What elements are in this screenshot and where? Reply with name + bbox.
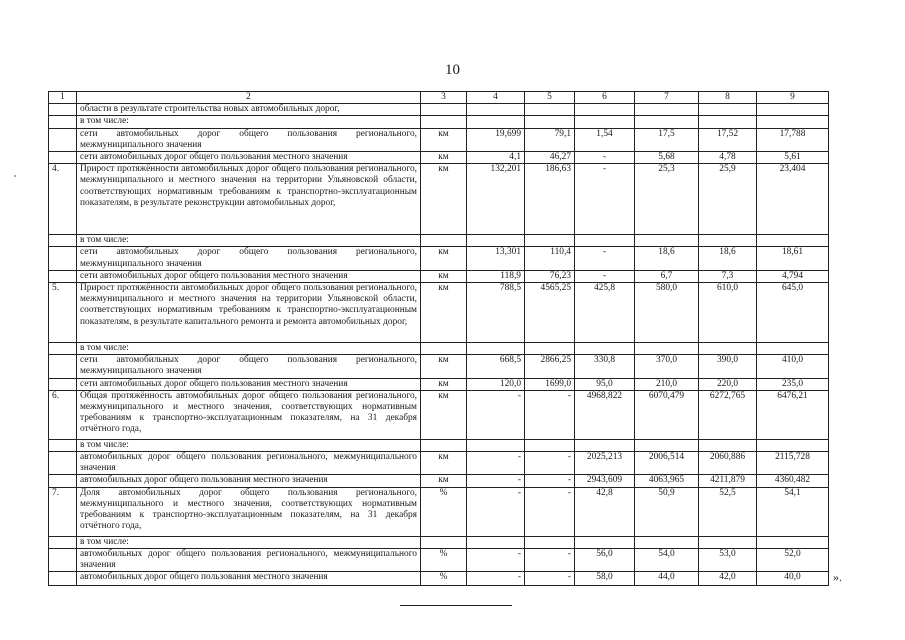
value-cell-6: 56,0 <box>575 548 635 571</box>
value-cell-5: 4565,25 <box>525 283 575 343</box>
value-cell-8: 2060,886 <box>699 452 757 475</box>
value-cell-4 <box>467 104 525 116</box>
value-cell-6: 425,8 <box>575 283 635 343</box>
table-row <box>49 536 829 548</box>
value-cell-5 <box>525 343 575 355</box>
unit-cell: % <box>421 548 467 571</box>
value-cell-7 <box>635 116 699 128</box>
value-cell-9: 40,0 <box>757 572 829 586</box>
value-cell-4: 120,0 <box>467 378 525 390</box>
value-cell-4: - <box>467 390 525 439</box>
row-number-cell: 7. <box>49 487 77 536</box>
value-cell-4: 132,201 <box>467 164 525 235</box>
row-description-cell: Общая протяжённость автомобильных дорог общего пользования регионального, межмуниципального и местного значения, соответствующих нормативным требованиям к транспортно-эксплуатационным показателям, на 31 декабря отчётного года, <box>77 390 421 439</box>
value-cell-5 <box>525 116 575 128</box>
value-cell-7: 17,5 <box>635 128 699 151</box>
value-cell-6: - <box>575 152 635 164</box>
value-cell-7 <box>635 536 699 548</box>
value-cell-5: 2866,25 <box>525 355 575 378</box>
unit-cell: км <box>421 378 467 390</box>
row-number-cell <box>49 128 77 151</box>
row-number-cell <box>49 104 77 116</box>
value-cell-7: 6070,479 <box>635 390 699 439</box>
row-number-cell <box>49 475 77 487</box>
unit-cell: км <box>421 164 467 235</box>
value-cell-7: 44,0 <box>635 572 699 586</box>
row-number-cell <box>49 572 77 586</box>
unit-cell: км <box>421 152 467 164</box>
row-description-cell: Прирост протяжённости автомобильных дорог общего пользования регионального, межмуниципального и местного значения на территории Ульяновской области, соответствующих нормативным требованиям к транспортно-эксплуатационным показателям, в результате капитального ремонта и ремонта автомобильных дорог, <box>77 283 421 343</box>
table-row <box>49 104 829 116</box>
value-cell-6 <box>575 116 635 128</box>
value-cell-4 <box>467 116 525 128</box>
value-cell-7 <box>635 104 699 116</box>
value-cell-4 <box>467 439 525 451</box>
value-cell-7: 580,0 <box>635 283 699 343</box>
row-number-cell: 4. <box>49 164 77 235</box>
row-number-cell <box>49 536 77 548</box>
unit-cell: км <box>421 283 467 343</box>
value-cell-9: 23,404 <box>757 164 829 235</box>
table-row <box>49 164 829 235</box>
table-row <box>49 572 829 586</box>
row-number-cell <box>49 343 77 355</box>
value-cell-8: 7,3 <box>699 270 757 282</box>
unit-cell: % <box>421 572 467 586</box>
header-cell: 1 <box>49 92 77 104</box>
table-row <box>49 116 829 128</box>
value-cell-7: 5,68 <box>635 152 699 164</box>
value-cell-4: - <box>467 487 525 536</box>
value-cell-9 <box>757 536 829 548</box>
value-cell-9: 4,794 <box>757 270 829 282</box>
value-cell-8: 18,6 <box>699 247 757 270</box>
unit-cell <box>421 343 467 355</box>
row-description-cell: области в результате строительства новых автомобильных дорог, <box>77 104 421 116</box>
footer-rule <box>400 605 512 606</box>
table-row <box>49 128 829 151</box>
value-cell-7 <box>635 439 699 451</box>
value-cell-9 <box>757 235 829 247</box>
value-cell-9 <box>757 439 829 451</box>
unit-cell <box>421 536 467 548</box>
value-cell-9: 4360,482 <box>757 475 829 487</box>
value-cell-4: 4,1 <box>467 152 525 164</box>
header-cell: 4 <box>467 92 525 104</box>
row-description-cell: сети автомобильных дорог общего пользования регионального, межмуниципального значения <box>77 247 421 270</box>
value-cell-5: 46,27 <box>525 152 575 164</box>
value-cell-9 <box>757 343 829 355</box>
value-cell-6: 4968,822 <box>575 390 635 439</box>
value-cell-5: 76,23 <box>525 270 575 282</box>
unit-cell <box>421 235 467 247</box>
value-cell-6: 2943,609 <box>575 475 635 487</box>
value-cell-6 <box>575 235 635 247</box>
table-header-row <box>49 92 829 104</box>
unit-cell: % <box>421 487 467 536</box>
header-cell: 9 <box>757 92 829 104</box>
row-description-cell: автомобильных дорог общего пользования регионального, межмуниципального значения <box>77 452 421 475</box>
unit-cell: км <box>421 128 467 151</box>
value-cell-8 <box>699 235 757 247</box>
value-cell-8: 6272,765 <box>699 390 757 439</box>
value-cell-8 <box>699 439 757 451</box>
value-cell-9 <box>757 104 829 116</box>
table-row <box>49 235 829 247</box>
row-number-cell <box>49 235 77 247</box>
table-row <box>49 343 829 355</box>
table-row <box>49 378 829 390</box>
value-cell-7: 370,0 <box>635 355 699 378</box>
row-number-cell <box>49 452 77 475</box>
value-cell-5: - <box>525 452 575 475</box>
value-cell-5 <box>525 104 575 116</box>
unit-cell: км <box>421 390 467 439</box>
value-cell-7 <box>635 343 699 355</box>
value-cell-6: 95,0 <box>575 378 635 390</box>
row-description-cell: сети автомобильных дорог общего пользования местного значения <box>77 152 421 164</box>
closing-quote-mark: ». <box>833 570 842 584</box>
scan-speck <box>14 175 16 177</box>
row-number-cell <box>49 270 77 282</box>
value-cell-9: 54,1 <box>757 487 829 536</box>
value-cell-6 <box>575 104 635 116</box>
value-cell-9: 52,0 <box>757 548 829 571</box>
row-description-cell: автомобильных дорог общего пользования местного значения <box>77 475 421 487</box>
value-cell-6: - <box>575 270 635 282</box>
value-cell-4: - <box>467 475 525 487</box>
value-cell-9: 410,0 <box>757 355 829 378</box>
row-number-cell <box>49 378 77 390</box>
value-cell-9: 6476,21 <box>757 390 829 439</box>
value-cell-5: - <box>525 548 575 571</box>
unit-cell: км <box>421 355 467 378</box>
value-cell-8: 220,0 <box>699 378 757 390</box>
row-description-cell: в том числе: <box>77 439 421 451</box>
value-cell-5: 1699,0 <box>525 378 575 390</box>
value-cell-6: 58,0 <box>575 572 635 586</box>
unit-cell <box>421 439 467 451</box>
table-row <box>49 247 829 270</box>
value-cell-8: 390,0 <box>699 355 757 378</box>
value-cell-4 <box>467 343 525 355</box>
value-cell-4: 118,9 <box>467 270 525 282</box>
value-cell-4: 19,699 <box>467 128 525 151</box>
table-row <box>49 452 829 475</box>
table-row <box>49 439 829 451</box>
value-cell-7: 50,9 <box>635 487 699 536</box>
value-cell-9: 645,0 <box>757 283 829 343</box>
value-cell-4: 13,301 <box>467 247 525 270</box>
row-number-cell <box>49 116 77 128</box>
unit-cell: км <box>421 452 467 475</box>
value-cell-7: 18,6 <box>635 247 699 270</box>
row-description-cell: автомобильных дорог общего пользования регионального, межмуниципального значения <box>77 548 421 571</box>
value-cell-6: 2025,213 <box>575 452 635 475</box>
table-row <box>49 270 829 282</box>
row-description-cell: в том числе: <box>77 116 421 128</box>
row-number-cell <box>49 548 77 571</box>
indicators-table <box>48 91 829 586</box>
value-cell-5: - <box>525 475 575 487</box>
value-cell-4: 668,5 <box>467 355 525 378</box>
value-cell-5: 186,63 <box>525 164 575 235</box>
value-cell-4: 788,5 <box>467 283 525 343</box>
row-description-cell: сети автомобильных дорог общего пользования местного значения <box>77 378 421 390</box>
value-cell-8: 610,0 <box>699 283 757 343</box>
value-cell-4 <box>467 235 525 247</box>
value-cell-5: - <box>525 487 575 536</box>
value-cell-9: 2115,728 <box>757 452 829 475</box>
table-row <box>49 355 829 378</box>
value-cell-6 <box>575 536 635 548</box>
row-number-cell <box>49 355 77 378</box>
unit-cell <box>421 104 467 116</box>
value-cell-8: 17,52 <box>699 128 757 151</box>
value-cell-9: 5,61 <box>757 152 829 164</box>
value-cell-6 <box>575 439 635 451</box>
value-cell-8: 4211,879 <box>699 475 757 487</box>
table-row <box>49 475 829 487</box>
header-cell: 7 <box>635 92 699 104</box>
value-cell-5: - <box>525 572 575 586</box>
unit-cell: км <box>421 270 467 282</box>
row-description-cell: Доля автомобильных дорог общего пользования регионального, межмуниципального и местного значения, соответствующих нормативным требованиям к транспортно-эксплуатационным показателям, на 31 декабря отчётного года, <box>77 487 421 536</box>
table-row <box>49 283 829 343</box>
value-cell-6: - <box>575 164 635 235</box>
value-cell-9: 18,61 <box>757 247 829 270</box>
value-cell-8: 42,0 <box>699 572 757 586</box>
table-row <box>49 487 829 536</box>
value-cell-4: - <box>467 548 525 571</box>
value-cell-8: 53,0 <box>699 548 757 571</box>
value-cell-5: 110,4 <box>525 247 575 270</box>
row-description-cell: в том числе: <box>77 343 421 355</box>
value-cell-7 <box>635 235 699 247</box>
value-cell-4: - <box>467 572 525 586</box>
value-cell-7: 2006,514 <box>635 452 699 475</box>
value-cell-5 <box>525 536 575 548</box>
header-cell: 2 <box>77 92 421 104</box>
value-cell-8 <box>699 536 757 548</box>
value-cell-8 <box>699 104 757 116</box>
value-cell-9: 17,788 <box>757 128 829 151</box>
row-number-cell <box>49 152 77 164</box>
value-cell-8 <box>699 116 757 128</box>
value-cell-8 <box>699 343 757 355</box>
value-cell-7: 6,7 <box>635 270 699 282</box>
row-description-cell: в том числе: <box>77 235 421 247</box>
row-description-cell: автомобильных дорог общего пользования местного значения <box>77 572 421 586</box>
value-cell-5 <box>525 235 575 247</box>
value-cell-9 <box>757 116 829 128</box>
row-description-cell: Прирост протяжённости автомобильных дорог общего пользования регионального, межмуниципального и местного значения на территории Ульяновской области, соответствующих нормативным требованиям к транспортно-эксплуатационным показателям, в результате реконструкции автомобильных дорог, <box>77 164 421 235</box>
page-number: 10 <box>445 62 460 78</box>
value-cell-7: 54,0 <box>635 548 699 571</box>
value-cell-6: - <box>575 247 635 270</box>
row-description-cell: сети автомобильных дорог общего пользования регионального, межмуниципального значения <box>77 128 421 151</box>
value-cell-6: 330,8 <box>575 355 635 378</box>
value-cell-5: - <box>525 390 575 439</box>
value-cell-5: 79,1 <box>525 128 575 151</box>
value-cell-8: 4,78 <box>699 152 757 164</box>
value-cell-6: 42,8 <box>575 487 635 536</box>
table-row <box>49 152 829 164</box>
row-number-cell <box>49 247 77 270</box>
value-cell-6: 1,54 <box>575 128 635 151</box>
value-cell-7: 210,0 <box>635 378 699 390</box>
unit-cell: км <box>421 247 467 270</box>
value-cell-4: - <box>467 452 525 475</box>
unit-cell: км <box>421 475 467 487</box>
header-cell: 8 <box>699 92 757 104</box>
header-cell: 5 <box>525 92 575 104</box>
row-number-cell: 5. <box>49 283 77 343</box>
value-cell-8: 52,5 <box>699 487 757 536</box>
value-cell-4 <box>467 536 525 548</box>
value-cell-8: 25,9 <box>699 164 757 235</box>
row-number-cell <box>49 439 77 451</box>
unit-cell <box>421 116 467 128</box>
row-description-cell: сети автомобильных дорог общего пользования местного значения <box>77 270 421 282</box>
table-row <box>49 548 829 571</box>
value-cell-7: 25,3 <box>635 164 699 235</box>
header-cell: 3 <box>421 92 467 104</box>
row-number-cell: 6. <box>49 390 77 439</box>
table-row <box>49 390 829 439</box>
value-cell-6 <box>575 343 635 355</box>
value-cell-9: 235,0 <box>757 378 829 390</box>
value-cell-5 <box>525 439 575 451</box>
header-cell: 6 <box>575 92 635 104</box>
row-description-cell: сети автомобильных дорог общего пользования регионального, межмуниципального значения <box>77 355 421 378</box>
value-cell-7: 4063,965 <box>635 475 699 487</box>
row-description-cell: в том числе: <box>77 536 421 548</box>
